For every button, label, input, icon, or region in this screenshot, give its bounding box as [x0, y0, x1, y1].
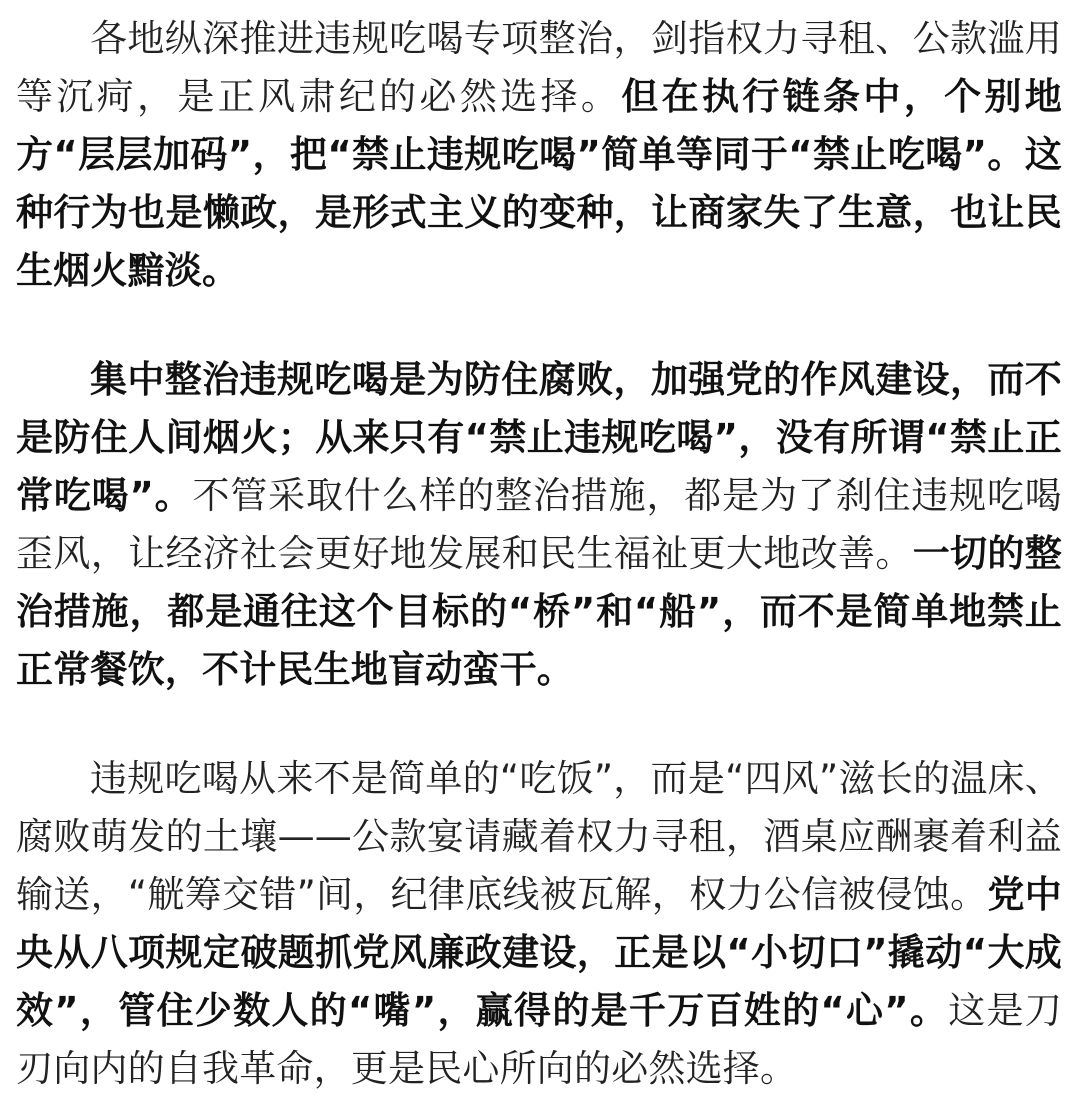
- paragraph-2-text: 不管采取什么样的整治措施，都是为了刹住违规吃喝歪风，让经济社会更好地发展和民生福祉更大地改善。: [16, 474, 1062, 575]
- paragraph-1-text: 各地纵深推进违规吃喝专项整治，剑指权力寻租、公款滥用等沉疴，是正风肃纪的必然选择。: [16, 17, 1062, 118]
- paragraph-1-emphasis: 但在执行链条中，个别地方“层层加码”，把“禁止违规吃喝”简单等同于“禁止吃喝”。这种行为也是懒政，是形式主义的变种，让商家失了生意，也让民生烟火黯淡。: [16, 75, 1062, 292]
- paragraph-3-text-tail: 这是刀刃向内的自我革命，更是民心所向的必然选择。: [16, 989, 1062, 1090]
- paragraph-1: [16, 10, 1062, 300]
- paragraph-2-emphasis-lead: 集中整治违规吃喝是为防住腐败，加强党的作风建设，而不是防住人间烟火；从来只有“禁止违规吃喝”，没有所谓“禁止正常吃喝”。: [16, 358, 1062, 517]
- paragraph-2-emphasis-tail: 一切的整治措施，都是通往这个目标的“桥”和“船”，而不是简单地禁止正常餐饮，不计民生地盲动蛮干。: [16, 532, 1062, 691]
- paragraph-2: [16, 351, 1062, 699]
- paragraph-3: [16, 750, 1062, 1098]
- paragraph-3-emphasis: 党中央从八项规定破题抓党风廉政建设，正是以“小切口”撬动“大成效”，管住少数人的“嘴”，赢得的是千万百姓的“心”。: [16, 873, 1062, 1032]
- article-body: [16, 10, 1062, 1098]
- paragraph-3-text-lead: 违规吃喝从来不是简单的“吃饭”，而是“四风”滋长的温床、腐败萌发的土壤——公款宴请藏着权力寻租，酒桌应酬裹着利益输送，“觥筹交错”间，纪律底线被瓦解，权力公信被侵蚀。: [16, 757, 1062, 916]
